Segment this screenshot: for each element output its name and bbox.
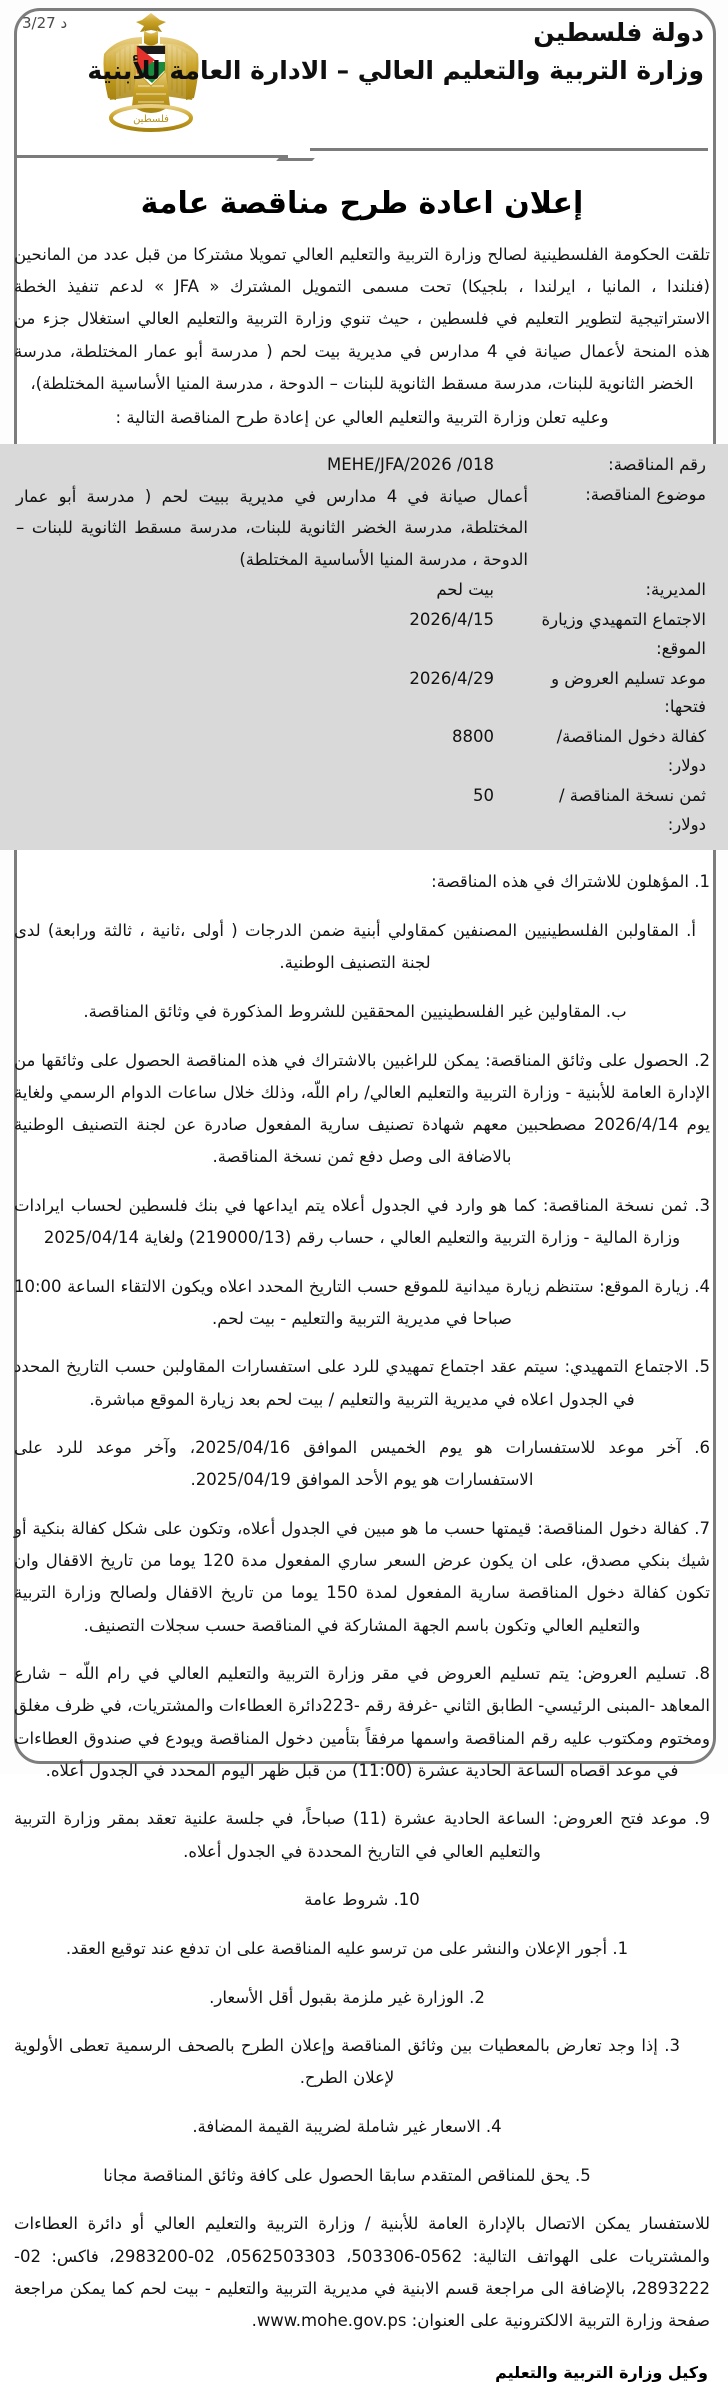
separator-line-left xyxy=(16,155,288,158)
detail-value-subject: أعمال صيانة في 4 مدارس في مديرية ببيت لحم ( مدرسة أبو عمار المختلطة، مدرسة الخضر الثانوية للبنات، مدرسة مسقط الثانوية للبنات – الدوحة ، مدرسة المنيا الأساسية المختلطة) xyxy=(16,486,528,569)
table-row xyxy=(16,451,706,480)
general-condition-4: 4. الاسعار غير شاملة لضريبة القيمة المضافة. xyxy=(192,2117,502,2137)
ministry-name: وزارة التربية والتعليم العالي – الادارة العامة للأبنية xyxy=(87,56,704,85)
document-header xyxy=(14,6,710,146)
table-row xyxy=(16,665,706,723)
general-condition-3: 3. إذا وجد تعارض بالمعطيات بين وثائق المناقصة وإعلان الطرح بالصحف الرسمية تعطى الأولوية لإعلان الطرح. xyxy=(14,2036,680,2088)
clause-6-inquiries-deadline: 6. آخر موعد للاستفسارات هو يوم الخميس الموافق 2025/04/16، وآخر موعد للرد على الاستفسارات هو يوم الأحد الموافق 2025/04/19. xyxy=(14,1438,710,1490)
clause-3-document-price: 3. ثمن نسخة المناقصة: كما هو وارد في الجدول أعلاه يتم ايداعها في بنك فلسطين لحساب ايرادات وزارة المالية - وزارة التربية والتعليم العالي ، حساب رقم (219000/13) ولغاية 2025/04/14 xyxy=(14,1195,710,1247)
detail-value-copy-price: 50 xyxy=(473,786,494,806)
clause-4-site-visit: 4. زيارة الموقع: ستنظم زيارة ميدانية للموقع حسب التاريخ المحدد اعلاه ويكون الالتقاء الساعة 10:00 صباحا في مديرية التربية والتعليم - بيت لحم. xyxy=(14,1276,710,1328)
intro-closing-line: وعليه تعلن وزارة التربية والتعليم العالي عن إعادة طرح المناقصة التالية : xyxy=(115,407,609,427)
detail-value-prebid-meeting: 2026/4/15 xyxy=(409,609,494,629)
emblem-caption-text: فلسطين xyxy=(133,114,169,125)
state-name: دولة فلسطين xyxy=(533,18,704,47)
detail-label-copy-price: ثمن نسخة المناقصة /دولار: xyxy=(559,786,706,834)
clause-10-general-conditions-heading: 10. شروط عامة xyxy=(304,1890,420,1910)
clause-2-obtaining-documents: 2. الحصول على وثائق المناقصة: يمكن للراغبين بالاشتراك في هذه المناقصة الحصول على وثائقها من الإدارة العامة للأبنية - وزارة التربية والتعليم العالي/ رام اللّه، وذلك خلال ساعات الدوام الرسمي ولغاية يوم 2026/4/14 مصطحبين معهم شهادة تصنيف سارية المفعول صادرة عن لجنة التصنيف الوطنية بالاضافة الى وصل دفع ثمن نسخة المناقصة. xyxy=(14,1050,711,1167)
clause-8-bid-submission: 8. تسليم العروض: يتم تسليم العروض في مقر وزارة التربية والتعليم العالي في رام اللّه – شارع المعاهد -المبنى الرئيسي- الطابق الثاني -غرفة رقم -223دائرة العطاءات والمشتريات، في ظرف مغلق ومختوم ومكتوب عليه رقم المناقصة واسمها مرفقاً بتأمين دخول المناقصة ويودع في صندوق العطاءات في موعد اقصاه الساعة الحادية عشرة (11:00) من قبل ظهر اليوم المحدد في الجدول أعلاه. xyxy=(14,1664,710,1780)
clause-7-bid-bond: 7. كفالة دخول المناقصة: قيمتها حسب ما هو مبين في الجدول أعلاه، وتكون على شكل كفالة بنكية أو شيك بنكي مصدق، على ان يكون عرض السعر ساري المفعول مدة 120 يوما من تاريخ الاقفال وان تكون كفالة دخول المناقصة سارية المفعول لمدة 150 يوما من تاريخ الاقفال ولصالح وزارة التربية والتعليم العالي وتكون باسم الجهة المشاركة في المناقصة حسب سجلات التصنيف. xyxy=(14,1519,710,1635)
detail-label-directorate: المديرية: xyxy=(645,579,706,599)
general-condition-2: 2. الوزارة غير ملزمة بقبول أقل الأسعار. xyxy=(209,1987,485,2007)
general-condition-5: 5. يحق للمناقص المتقدم سابقا الحصول على كافة وثائق المناقصة مجانا xyxy=(103,2165,591,2185)
signature-block: وكيل وزارة التربية والتعليم xyxy=(495,2363,708,2382)
tender-details-table xyxy=(0,444,728,850)
page-corner-mark: 3/27 د xyxy=(22,14,68,32)
detail-value-tender-number: MEHE/JFA/2026 /018 xyxy=(326,455,494,475)
header-separator xyxy=(14,148,710,164)
clause-5-prebid-meeting: 5. الاجتماع التمهيدي: سيتم عقد اجتماع تمهيدي للرد على استفسارات المقاولبن حسب التاريخ المحدد في الجدول اعلاه في مديرية التربية والتعليم / بيت لحم بعد زيارة الموقع مباشرة. xyxy=(14,1357,710,1409)
separator-line-right xyxy=(310,148,708,151)
clause-1b-foreign-contractors: ب. المقاولين غير الفلسطينيين المحققين للشروط المذكورة في وثائق المناقصة. xyxy=(83,1001,627,1021)
page-title: إعلان اعادة طرح مناقصة عامة xyxy=(140,186,584,221)
detail-label-submission-date: موعد تسليم العروض و فتحها: xyxy=(551,668,706,717)
detail-label-subject: موضوع المناقصة: xyxy=(585,484,706,504)
contact-information: للاستفسار يمكن الاتصال بالإدارة العامة للأبنية / وزارة التربية والتعليم العالي أو دائرة العطاءات والمشتريات على الهواتف التالية: 0562-503306، 0562503303، 02-2983200، فاكس: 02-2893222، بالإضافة الى مراجعة قسم الابنية في مديرية التربية والتعليم - بيت لحم كما يمكن مراجعة صفحة وزارة التربية الالكترونية على العنوان: www.mohe.gov.ps. xyxy=(14,2214,710,2330)
header-titles xyxy=(87,18,704,85)
detail-label-tender-number: رقم المناقصة: xyxy=(608,455,706,475)
table-row xyxy=(16,782,706,840)
table-row xyxy=(16,723,706,781)
clause-1a-classified-contractors: أ. المقاولبن الفلسطينيين المصنفين كمقاولي أبنية ضمن الدرجات ( أولى ،ثانية ، ثالثة ورابعة) لدى لجنة التصنيف الوطنية. xyxy=(14,920,696,973)
detail-value-bid-bond: 8800 xyxy=(452,727,494,747)
general-condition-1: 1. أجور الإعلان والنشر على من ترسو عليه المناقصة على ان تدفع عند توقيع العقد. xyxy=(65,1938,629,1958)
detail-label-bid-bond: كفالة دخول المناقصة/دولار: xyxy=(556,727,706,776)
table-row xyxy=(16,606,706,664)
clause-1-eligibility: 1. المؤهلون للاشتراك في هذه المناقصة: xyxy=(431,872,710,892)
detail-value-submission-date: 2026/4/29 xyxy=(409,668,494,688)
detail-label-prebid-meeting: الاجتماع التمهيدي وزيارة الموقع: xyxy=(541,609,706,658)
table-row xyxy=(16,576,706,605)
intro-paragraph: تلقت الحكومة الفلسطينية لصالح وزارة التربية والتعليم العالي تمويلا مشتركا من قبل عدد من المانحين (فنلندا ، المانيا ، ايرلندا ، بلجيكا) تحت مسمى التمويل المشترك « JFA » لدعم تنفيذ الخطة الاستراتيجية لتطوير التعليم في فلسطين ، حيث تنوي وزارة التربية والتعليم العالي استغلال جزء من هذه المنحة لأعمال صيانة في 4 مدارس في مديرية بيت لحم ( مدرسة أبو عمار المختلطة، مدرسة الخضر الثانوية للبنات، مدرسة مسقط الثانوية للبنات – الدوحة ، مدرسة المنيا الأساسية المختلطة)، xyxy=(14,245,710,393)
tender-clauses xyxy=(14,866,710,2337)
table-row xyxy=(16,481,706,575)
clause-9-bid-opening: 9. موعد فتح العروض: الساعة الحادية عشرة (11) صباحاً، في جلسة علنية تعقد بمقر وزارة التربية والتعليم العالي في التاريخ المحددة في الجدول أعلاه. xyxy=(14,1809,710,1861)
detail-value-directorate: بيت لحم xyxy=(436,579,494,599)
